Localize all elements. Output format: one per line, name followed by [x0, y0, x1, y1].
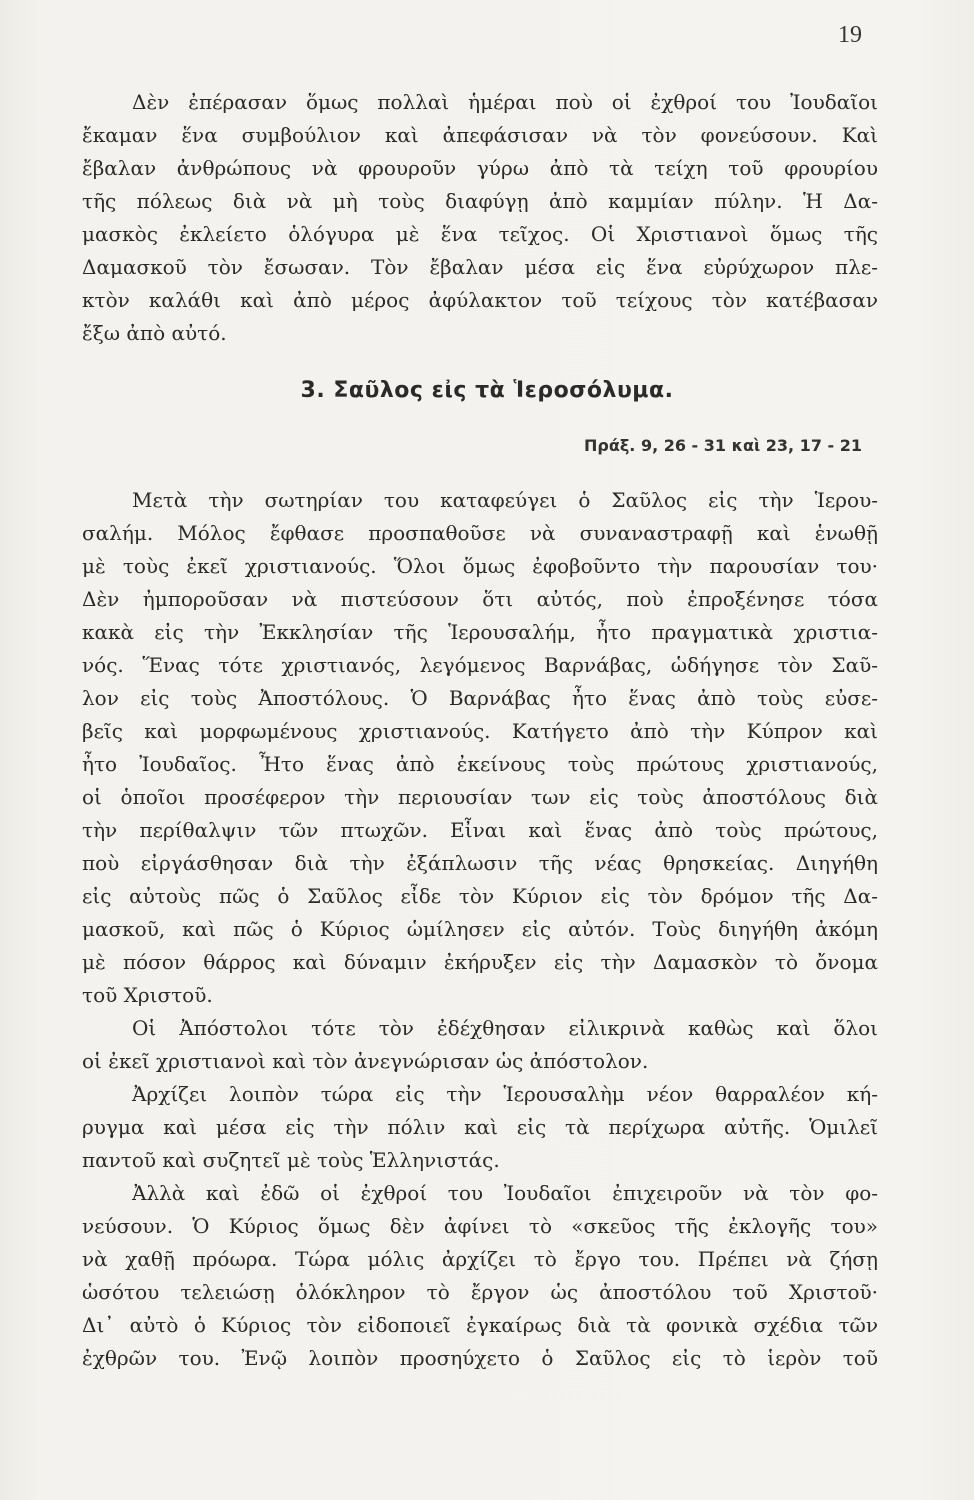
text-line: Οἱ Ἀπόστολοι τότε τὸν ἐδέχθησαν εἰλικρινὰ καθὼς καὶ ὅλοι: [132, 1016, 878, 1040]
text-line: νεύσουν. Ὁ Κύριος ὅμως δὲν ἀφίνει τὸ «σκεῦος τῆς ἐκλογῆς του»: [82, 1214, 878, 1238]
text-line: Δὲν ἠμποροῦσαν νὰ πιστεύσουν ὅτι αὐτός, ποὺ ἐπροξένησε τόσα: [82, 587, 878, 611]
text-line: παντοῦ καὶ συζητεῖ μὲ τοὺς Ἑλληνιστάς.: [82, 1148, 500, 1172]
text-line: μὲ πόσον θάρρος καὶ δύναμιν ἐκήρυξεν εἰς τὴν Δαμασκὸν τὸ ὄνομα: [82, 950, 878, 974]
text-line: κτὸν καλάθι καὶ ἀπὸ μέρος ἀφύλακτον τοῦ τείχους τὸν κατέβασαν: [82, 288, 878, 312]
text-line: οἱ ὁποῖοι προσέφερον τὴν περιουσίαν των εἰς τοὺς ἀποστόλους διὰ: [82, 785, 878, 809]
text-line: Δι᾽ αὐτὸ ὁ Κύριος τὸν εἰδοποιεῖ ἐγκαίρως διὰ τὰ φονικὰ σχέδια τῶν: [82, 1313, 878, 1337]
text-line: ρυγμα καὶ μέσα εἰς τὴν πόλιν καὶ εἰς τὰ περίχωρα αὐτῆς. Ὁμιλεῖ: [82, 1115, 878, 1139]
text-line: λον εἰς τοὺς Ἀποστόλους. Ὁ Βαρνάβας ἦτο ἕνας ἀπὸ τοὺς εὐσε-: [82, 686, 878, 710]
text-line: νὰ χαθῇ πρόωρα. Τώρα μόλις ἀρχίζει τὸ ἔργο του. Πρέπει νὰ ζήσῃ: [82, 1247, 878, 1271]
text-line: ὡσότου τελειώσῃ ὁλόκληρον τὸ ἔργον ὡς ἀποστόλου τοῦ Χριστοῦ·: [82, 1280, 878, 1304]
paragraph-jerusalem-arrival: [82, 484, 878, 1012]
text-line: κακὰ εἰς τὴν Ἐκκλησίαν τῆς Ἱερουσαλήμ, ἦτο πραγματικὰ χριστια-: [82, 620, 878, 644]
text-line: εἰς αὐτοὺς πῶς ὁ Σαῦλος εἶδε τὸν Κύριον εἰς τὸν δρόμον τῆς Δα-: [82, 884, 878, 908]
text-line: μασκὸς ἐκλείετο ὁλόγυρα μὲ ἕνα τεῖχος. Οἱ Χριστιανοὶ ὅμως τῆς: [82, 222, 878, 246]
text-line: Μετὰ τὴν σωτηρίαν του καταφεύγει ὁ Σαῦλος εἰς τὴν Ἱερου-: [132, 488, 878, 512]
text-line: σαλήμ. Μόλος ἔφθασε προσπαθοῦσε νὰ συναναστραφῇ καὶ ἑνωθῇ: [82, 521, 878, 545]
text-line: ποὺ εἰργάσθησαν διὰ τὴν ἐξάπλωσιν τῆς νέας θρησκείας. Διηγήθη: [82, 851, 878, 875]
section-heading: 3. Σαῦλος εἰς τὰ Ἱεροσόλυμα.: [300, 378, 674, 403]
text-line: ἐχθρῶν του. Ἐνῷ λοιπὸν προσηύχετο ὁ Σαῦλος εἰς τὸ ἱερὸν τοῦ: [82, 1346, 878, 1370]
text-line: νός. Ἕνας τότε χριστιανός, λεγόμενος Βαρνάβας, ὡδήγησε τὸν Σαῦ-: [82, 653, 878, 677]
text-line: ἔκαμαν ἕνα συμβούλιον καὶ ἀπεφάσισαν νὰ τὸν φονεύσουν. Καὶ: [82, 123, 878, 147]
text-line: ἔβαλαν ἀνθρώπους νὰ φρουροῦν γύρω ἀπὸ τὰ τείχη τοῦ φρουρίου: [82, 156, 878, 180]
paragraph-escape-damascus: [82, 86, 878, 350]
page-number: 19: [838, 22, 862, 48]
text-line: Δὲν ἐπέρασαν ὅμως πολλαὶ ἡμέραι ποὺ οἱ ἐχθροί του Ἰουδαῖοι: [132, 90, 878, 114]
text-line: τῆς πόλεως διὰ νὰ μὴ τοὺς διαφύγῃ ἀπὸ καμμίαν πύλην. Ἡ Δα-: [82, 189, 878, 213]
text-line: τὴν περίθαλψιν τῶν πτωχῶν. Εἶναι καὶ ἕνας ἀπὸ τοὺς πρώτους,: [82, 818, 878, 842]
text-line: ἦτο Ἰουδαῖος. Ἦτο ἕνας ἀπὸ ἐκείνους τοὺς πρώτους χριστιανούς,: [82, 752, 878, 776]
text-line: οἱ ἐκεῖ χριστιανοὶ καὶ τὸν ἀνεγνώρισαν ὡς ἀπόστολον.: [82, 1049, 649, 1073]
paragraph-enemies-plot: [82, 1177, 878, 1375]
scripture-reference: Πράξ. 9, 26 - 31 καὶ 23, 17 - 21: [584, 436, 862, 455]
text-line: τοῦ Χριστοῦ.: [82, 983, 213, 1007]
text-line: Δαμασκοῦ τὸν ἔσωσαν. Τὸν ἔβαλαν μέσα εἰς ἕνα εὐρύχωρον πλε-: [82, 255, 878, 279]
body-text: [82, 484, 878, 1375]
text-line: βεῖς καὶ μορφωμένους χριστιανούς. Κατήγετο ἀπὸ τὴν Κύπρον καὶ: [82, 719, 878, 743]
text-line: Ἀρχίζει λοιπὸν τώρα εἰς τὴν Ἱερουσαλὴμ νέον θαρραλέον κή-: [132, 1082, 878, 1106]
paragraph-apostles-accept: [82, 1012, 878, 1078]
text-line: μασκοῦ, καὶ πῶς ὁ Κύριος ὡμίλησεν εἰς αὐτόν. Τοὺς διηγήθη ἀκόμη: [82, 917, 878, 941]
paragraph-preaching: [82, 1078, 878, 1177]
text-line: μὲ τοὺς ἐκεῖ χριστιανούς. Ὅλοι ὅμως ἐφοβοῦντο τὴν παρουσίαν του·: [82, 554, 878, 578]
text-line: ἔξω ἀπὸ αὐτό.: [82, 321, 227, 345]
text-line: Ἀλλὰ καὶ ἐδῶ οἱ ἐχθροί του Ἰουδαῖοι ἐπιχειροῦν νὰ τὸν φο-: [132, 1181, 878, 1205]
